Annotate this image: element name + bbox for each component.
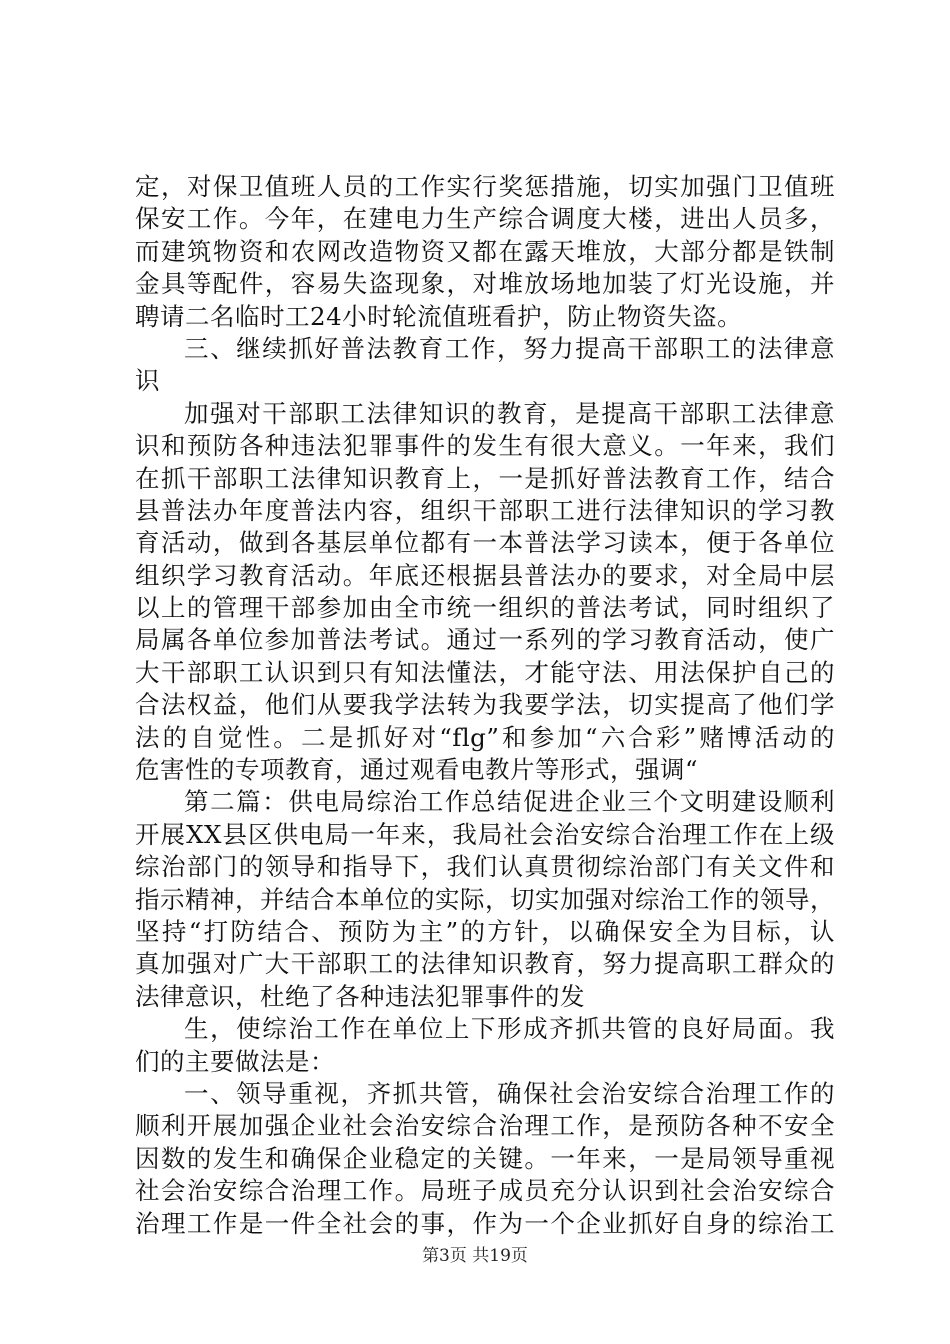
text-line: 生，使综治工作在单位上下形成齐抓共管的良好局面。我 [184,1014,835,1044]
text-line: 合法权益，他们从要我学法转为我要学法，切实提高了他们学 [135,690,835,720]
text-line: 聘请二名临时工24小时轮流值班看护，防止物资失盗。 [135,301,743,331]
text-line: 们的主要做法是： [135,1046,335,1076]
text-line: 组织学习教育活动。年底还根据县普法办的要求，对全局中层 [135,560,835,590]
text-line: 治理工作是一件全社会的事，作为一个企业抓好自身的综治工 [135,1208,835,1238]
section-heading-line: 三、继续抓好普法教育工作，努力提高干部职工的法律意 [184,333,835,363]
text-line: 加强对干部职工法律知识的教育，是提高干部职工法律意 [184,398,835,428]
text-line: 一、领导重视，齐抓共管，确保社会治安综合治理工作的 [184,1078,835,1108]
text-line: 局属各单位参加普法考试。通过一系列的学习教育活动，使广 [135,625,835,655]
text-line: 金具等配件，容易失盗现象，对堆放场地加装了灯光设施，并 [135,269,835,299]
text-line: 县普法办年度普法内容，组织干部职工进行法律知识的学习教 [135,495,835,525]
text-line: 因数的发生和确保企业稳定的关键。一年来，一是局领导重视 [135,1143,835,1173]
document-body [135,171,835,1240]
text-line: 开展XX县区供电局一年来，我局社会治安综合治理工作在上级 [135,819,835,849]
text-line: 定，对保卫值班人员的工作实行奖惩措施，切实加强门卫值班 [135,172,835,201]
text-line: 指示精神，并结合本单位的实际，切实加强对综治工作的领导， [135,884,835,914]
text-line: 第二篇：供电局综治工作总结促进企业三个文明建设顺利 [184,787,835,817]
text-line: 社会治安综合治理工作。局班子成员充分认识到社会治安综合 [135,1176,835,1206]
text-line: 综治部门的领导和指导下，我们认真贯彻综治部门有关文件和 [135,852,835,882]
text-line: 危害性的专项教育，通过观看电教片等形式，强调“ [135,755,699,785]
text-line: 在抓干部职工法律知识教育上，一是抓好普法教育工作，结合 [135,463,835,493]
text-line: 育活动，做到各基层单位都有一本普法学习读本，便于各单位 [135,528,835,558]
text-line: 识和预防各种违法犯罪事件的发生有很大意义。一年来，我们 [135,431,835,461]
text-line: 法律意识，杜绝了各种违法犯罪事件的发 [135,981,585,1011]
text-line: 顺利开展加强企业社会治安综合治理工作，是预防各种不安全 [135,1111,835,1141]
text-line: 以上的管理干部参加由全市统一组织的普法考试，同时组织了 [135,593,835,623]
page-number-footer: 第3页 共19页 [422,1246,528,1266]
text-line: 真加强对广大干部职工的法律知识教育，努力提高职工群众的 [135,949,835,979]
text-line: 保安工作。今年，在建电力生产综合调度大楼，进出人员多， [135,204,835,234]
text-line: 坚持“打防结合、预防为主”的方针，以确保安全为目标，认 [135,916,835,946]
text-line: 大干部职工认识到只有知法懂法，才能守法、用法保护自己的 [135,657,835,687]
text-line: 法的自觉性。二是抓好对“flg”和参加“六合彩”赌博活动的 [135,722,835,752]
section-heading-line: 识 [135,366,160,396]
text-line: 而建筑物资和农网改造物资又都在露天堆放，大部分都是铁制 [135,236,835,266]
